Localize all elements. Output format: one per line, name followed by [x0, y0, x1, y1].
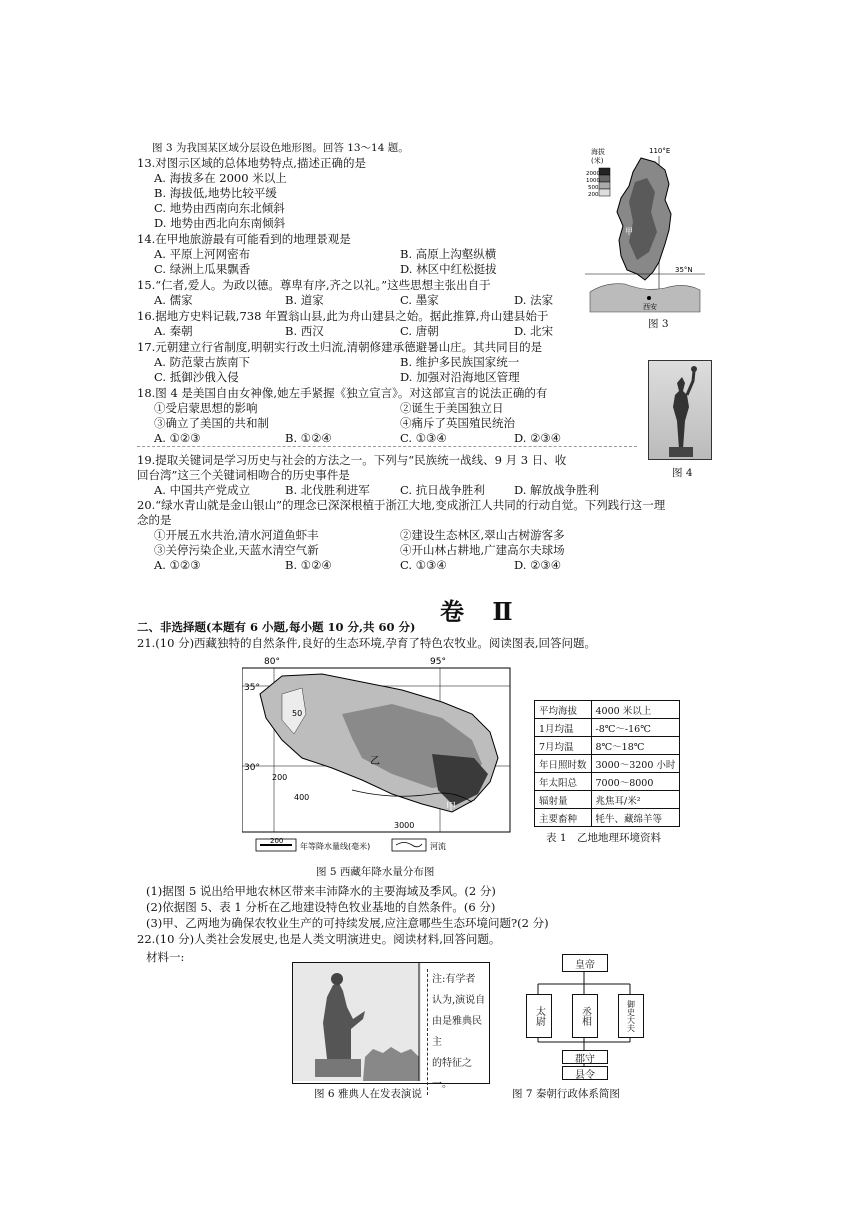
fig5-lon-95: 95° [430, 657, 446, 667]
q20-item-2: ②建设生态林区,翠山古树游客多 [400, 528, 565, 542]
fig3-legend-200: 200 [588, 192, 599, 198]
q14-option-c: C. 绿洲上瓜果飘香 [154, 262, 251, 276]
table-row [535, 773, 680, 791]
divider [137, 446, 637, 447]
table-cell-value: 牦牛、藏绵羊等 [591, 809, 680, 827]
fig6-note-line-4: 的特征之一。 [432, 1058, 472, 1090]
table1-caption: 表 1 乙地地理环境资料 [546, 832, 662, 844]
fig3-legend-500: 500 [588, 185, 599, 191]
figure-7-qin-admin-diagram [516, 950, 652, 1082]
fig6-note-line-1: 注:有学者 [432, 974, 476, 985]
q16-option-b: B. 西汉 [285, 324, 324, 338]
table-cell-value: 3000～3200 小时 [591, 755, 680, 773]
fig7-chengxiang-box: 丞相 [572, 994, 598, 1038]
q18-item-3: ③确立了美国的共和制 [154, 416, 269, 430]
q21-sub-3: (3)甲、乙两地为确保农牧业生产的可持续发展,应注意哪些生态环境问题?(2 分) [146, 916, 549, 930]
q19-option-c: C. 抗日战争胜利 [400, 483, 485, 497]
table-cell-label: 辐射量 [535, 791, 592, 809]
fig5-contour-50: 50 [292, 709, 303, 718]
q20-item-1: ①开展五水共治,清水河道鱼虾丰 [154, 528, 319, 542]
fig3-legend-unit: (米) [591, 157, 604, 165]
q22-material-label: 材料一: [146, 950, 185, 964]
q19-option-b: B. 北伐胜利进军 [285, 483, 370, 497]
fig7-emperor-box: 皇帝 [562, 954, 608, 972]
q14-option-a: A. 平原上河网密布 [154, 247, 251, 261]
table-cell-value: 7000～8000 [591, 773, 680, 791]
figure-6-athens-speech [292, 962, 490, 1090]
q21-stem: 21.(10 分)西藏独特的自然条件,良好的生态环境,孕育了特色农牧业。阅读图表,回答问题。 [137, 636, 597, 650]
table-row [535, 737, 680, 755]
q19-option-d: D. 解放战争胜利 [514, 483, 600, 497]
q13-option-a: A. 海拔多在 2000 米以上 [154, 171, 287, 185]
q18-item-1: ①受启蒙思想的影响 [154, 401, 258, 415]
q15-option-a: A. 儒家 [154, 293, 193, 307]
q19-stem-line1: 19.提取关键词是学习历史与社会的方法之一。下列与“民族统一战线、9 月 3 日、收 [137, 453, 567, 467]
q18-option-b: B. ①②④ [285, 431, 332, 445]
fig5-caption: 图 5 西藏年降水量分布图 [316, 866, 435, 878]
q13-stem: 13.对图示区域的总体地势特点,描述正确的是 [137, 156, 366, 170]
q18-option-a: A. ①②③ [154, 431, 201, 445]
q15-stem: 15.“仁者,爱人。为政以德。尊卑有序,齐之以礼。”这些思想主张出自于 [137, 278, 491, 292]
fig5-contour-3000: 3000 [394, 821, 415, 830]
fig6-note-line-2: 认为,演说自 [432, 995, 486, 1006]
q20-item-4: ④开山林占耕地,广建高尔夫球场 [400, 543, 565, 557]
fig3-legend-title: 海拔 [591, 148, 605, 156]
q20-option-b: B. ①②④ [285, 558, 332, 572]
q19-option-a: A. 中国共产党成立 [154, 483, 251, 497]
q19-stem-line2: 回台湾”这三个关键词相吻合的历史事件是 [137, 468, 350, 482]
q16-option-a: A. 秦朝 [154, 324, 193, 338]
table-cell-label: 7月均温 [535, 737, 592, 755]
fig6-caption: 图 6 雅典人在发表演说 [314, 1088, 422, 1100]
q17-option-d: D. 加强对沿海地区管理 [400, 370, 520, 384]
q16-stem: 16.据地方史料记载,738 年置翁山县,此为舟山建县之始。据此推算,舟山建县始于 [137, 309, 549, 323]
q15-option-b: B. 道家 [285, 293, 324, 307]
section-2-header: 二、非选择题(本题有 6 小题,每小题 10 分,共 60 分) [137, 620, 416, 634]
q21-sub-1: (1)据图 5 说出给甲地农林区带来丰沛降水的主要海域及季风。(2 分) [146, 884, 496, 898]
q16-option-d: D. 北宋 [514, 324, 554, 338]
q20-stem-line2: 念的是 [137, 513, 172, 527]
fig7-junshou-box: 郡守 [562, 1050, 608, 1064]
fig5-lat-35: 35° [244, 683, 260, 693]
q18-option-d: D. ②③④ [514, 431, 562, 445]
q14-stem: 14.在甲地旅游最有可能看到的地理景观是 [137, 232, 351, 246]
figure-4-statue-photo [648, 360, 712, 460]
q17-option-a: A. 防范蒙古族南下 [154, 355, 251, 369]
q20-option-a: A. ①②③ [154, 558, 201, 572]
table-1-environment [534, 700, 680, 827]
table-row [535, 809, 680, 827]
fig7-yushi-box: 御史大夫 [618, 994, 644, 1038]
table-row [535, 701, 680, 719]
table-cell-label: 年日照时数 [535, 755, 592, 773]
table-cell-label: 平均海拔 [535, 701, 592, 719]
fig3-city-xian: 西安 [643, 303, 657, 311]
q17-option-c: C. 抵御沙俄入侵 [154, 370, 239, 384]
intro-13-14: 图 3 为我国某区域分层设色地形图。回答 13～14 题。 [152, 142, 409, 154]
fig5-jia: 甲 [446, 802, 456, 813]
fig3-caption: 图 3 [648, 318, 669, 330]
q15-option-c: C. 墨家 [400, 293, 439, 307]
q22-stem: 22.(10 分)人类社会发展史,也是人类文明演进史。阅读材料,回答问题。 [137, 932, 501, 946]
table-cell-label: 1月均温 [535, 719, 592, 737]
q14-option-d: D. 林区中红松挺拔 [400, 262, 497, 276]
q20-item-3: ③关停污染企业,天蓝水清空气新 [154, 543, 319, 557]
fig3-lat-label: 35°N [675, 266, 693, 274]
q14-option-b: B. 高原上沟壑纵横 [400, 247, 497, 261]
fig5-lat-30: 30° [244, 763, 260, 773]
q18-stem: 18.图 4 是美国自由女神像,她左手紧握《独立宣言》。对这部宣言的说法正确的有 [137, 386, 548, 400]
figure-3-terrain-map [585, 142, 705, 332]
fig5-legend-value: 200 [270, 837, 284, 845]
q20-stem-line1: 20.“绿水青山就是金山银山”的理念已深深根植于浙江大地,变成浙江人共同的行动自觉。下列践行这一理 [137, 498, 666, 512]
fig5-contour-400: 400 [294, 793, 310, 802]
q16-option-c: C. 唐朝 [400, 324, 439, 338]
table-cell-value: 8℃～18℃ [591, 737, 680, 755]
q13-option-c: C. 地势由西南向东北倾斜 [154, 201, 285, 215]
q18-option-c: C. ①③④ [400, 431, 447, 445]
fig7-xianling-box: 县令 [562, 1066, 608, 1080]
table-cell-value: 4000 米以上 [591, 701, 680, 719]
fig3-lon-label: 110°E [649, 147, 671, 155]
q13-option-b: B. 海拔低,地势比较平缓 [154, 186, 277, 200]
q17-option-b: B. 维护多民族国家统一 [400, 355, 520, 369]
fig3-legend-1000: 1000 [586, 178, 600, 184]
q17-stem: 17.元朝建立行省制度,明朝实行改土归流,清朝修建承德避暑山庄。其共同目的是 [137, 340, 543, 354]
fig3-jia: 甲 [625, 227, 633, 236]
table-row [535, 719, 680, 737]
q21-sub-2: (2)依据图 5、表 1 分析在乙地建设特色牧业基地的自然条件。(6 分) [146, 900, 496, 914]
table-cell-label: 主要畜种 [535, 809, 592, 827]
figure-5-tibet-map [242, 654, 520, 859]
fig6-note-box [427, 969, 490, 1095]
fig5-lon-80: 80° [264, 657, 280, 667]
table-row [535, 755, 680, 773]
fig4-caption: 图 4 [672, 467, 693, 479]
fig5-legend-line-text: 年等降水量线(毫米) [300, 842, 371, 851]
q13-option-d: D. 地势由西北向东南倾斜 [154, 216, 286, 230]
fig7-taiwei-box: 太尉 [526, 994, 552, 1038]
fig5-yi: 乙 [370, 756, 380, 767]
fig3-legend-2000: 2000 [586, 171, 600, 177]
table-cell-value: 兆焦耳/米² [591, 791, 680, 809]
fig5-contour-200: 200 [272, 773, 288, 782]
table-row [535, 791, 680, 809]
fig5-legend-river: 河流 [430, 842, 446, 851]
q15-option-d: D. 法家 [514, 293, 554, 307]
table-cell-value: -8℃～-16℃ [591, 719, 680, 737]
q20-option-d: D. ②③④ [514, 558, 562, 572]
fig6-note-line-3: 由是雅典民主 [432, 1016, 482, 1048]
fig7-caption: 图 7 秦朝行政体系简图 [512, 1088, 620, 1100]
q18-item-2: ②诞生于美国独立日 [400, 401, 504, 415]
table-cell-label: 年太阳总 [535, 773, 592, 791]
section-2-title: 卷 Ⅱ [440, 597, 523, 626]
q18-item-4: ④痛斥了英国殖民统治 [400, 416, 515, 430]
q20-option-c: C. ①③④ [400, 558, 447, 572]
